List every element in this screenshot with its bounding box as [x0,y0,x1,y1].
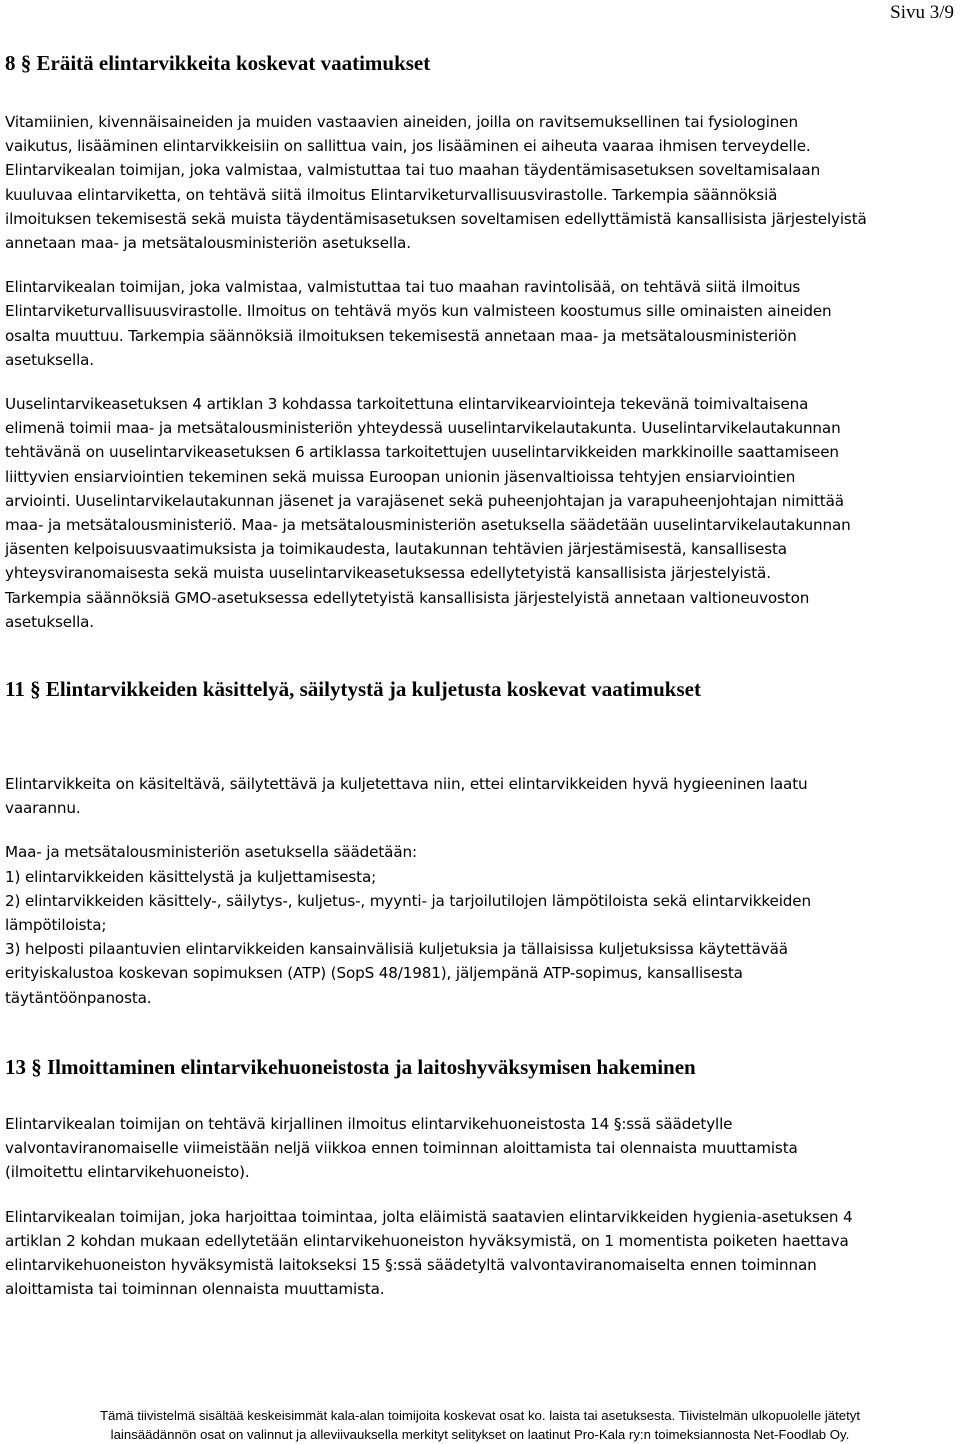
text-line: aloittamista tai toiminnan olennaista muuttamista. [5,1280,385,1299]
text-line: (ilmoitettu elintarvikehuoneisto). [5,1163,250,1182]
text-line: Elintarvikkeita on käsiteltävä, säilytettävä ja kuljetettava niin, ettei elintarvikkeiden hyvä hygieeninen laatu [5,775,808,794]
text-line: Maa- ja metsätalousministeriön asetuksella säädetään: [5,843,417,862]
text-line: asetuksella. [5,612,94,631]
text-line: valvontaviranomaiselle viimeistään neljä viikkoa ennen toiminnan aloittamista tai olennaista muuttamista [5,1139,798,1158]
section-8-heading: 8 § Eräitä elintarvikkeita koskevat vaatimukset [5,51,431,75]
text-line: asetuksella. [5,350,94,369]
section-13-paragraph-2 [5,1205,950,1302]
text-line: annetaan maa- ja metsätalousministeriön asetuksella. [5,234,411,253]
text-line: osalta muuttuu. Tarkempia säännöksiä ilmoituksen tekemisestä annetaan maa- ja metsätalousministeriön [5,326,797,345]
page-footer [0,1406,960,1444]
footer-line: Tämä tiivistelmä sisältää keskeisimmät kala-alan toimijoita koskevat osat ko. laista tai asetuksesta. Tiivistelmän ulkopuolelle jätetyt [99,1408,861,1423]
section-11-paragraph-1 [5,772,950,820]
text-line: Tarkempia säännöksiä GMO-asetuksessa edellytetyistä kansallisista järjestelyistä annetaan valtioneuvoston [5,588,810,607]
list-item: 3) helposti pilaantuvien elintarvikkeiden kansainvälisiä kuljetuksia ja tällaisissa kuljetuksissa käytettävää [5,940,788,959]
section-13-heading: 13 § Ilmoittaminen elintarvikehuoneistosta ja laitoshyväksymisen hakeminen [5,1054,696,1079]
text-line: maa- ja metsätalousministeriö. Maa- ja metsätalousministeriön asetuksella säädetään uuselintarvikelautakunnan [5,516,851,535]
text-line: yhteysviranomaisesta sekä muista uuselintarvikeasetuksessa edellytetyistä kansallisista järjestelyistä. [5,564,771,583]
text-line: vaikutus, lisääminen elintarvikkeisiin on sallittua vain, jos lisääminen ei aiheuta vaaraa ihmisen terveydelle. [5,137,811,156]
document-body [5,50,950,1301]
text-line: arviointi. Uuselintarvikelautakunnan jäsenet ja varajäsenet sekä puheenjohtajan ja varapuheenjohtajan nimittää [5,491,844,510]
text-line: elintarvikehuoneiston hyväksymistä laitokseksi 15 §:ssä säädetyltä valvontaviranomaiselta ennen toiminnan [5,1255,817,1274]
text-line: Elintarvikealan toimijan, joka harjoittaa toimintaa, jolta eläimistä saatavien elintarvikkeiden hygienia-asetuksen 4 [5,1207,853,1226]
section-11-heading: 11 § Elintarvikkeiden käsittelyä, säilytystä ja kuljetusta koskevat vaatimukset [5,677,701,702]
text-line: ilmoituksen tekemisestä sekä muista täydentämisasetuksen soveltamisen edellyttämistä kansallisista järjestelyistä [5,209,867,228]
section-8-paragraph-3 [5,392,950,634]
page-number: Sivu 3/9 [890,2,954,23]
section-8-paragraph-2 [5,275,950,372]
text-line: Elintarvikealan toimijan, joka valmistaa, valmistuttaa tai tuo maahan täydentämisasetuksen soveltamisalaan [5,161,821,180]
text-line: elimenä toimii maa- ja metsätalousministeriön yhteydessä uuselintarvikelautakunta. Uuselintarvikelautakunnan [5,419,841,438]
footer-line: lainsäädännön osat on valinnut ja alleviivauksella merkityt selitykset on laatinut Pro-Kala ry:n toimeksiannosta Net-Foodlab Oy. [110,1427,850,1442]
text-line: Uuselintarvikeasetuksen 4 artiklan 3 kohdassa tarkoitettuna elintarvikearviointeja tekevänä toimivaltaisena [5,395,809,414]
text-line: artiklan 2 kohdan mukaan edellytetään elintarvikehuoneiston hyväksymistä, on 1 momentista poiketen haettava [5,1231,849,1250]
text-line: kuuluvaa elintarviketta, on tehtävä siitä ilmoitus Elintarviketurvallisuusvirastolle. Tarkempia säännöksiä [5,185,778,204]
text-line: Elintarvikealan toimijan, joka valmistaa, valmistuttaa tai tuo maahan ravintolisää, on tehtävä siitä ilmoitus [5,278,801,297]
text-line: liittyvien ensiarviointien tekeminen sekä muissa Euroopan unionin jäsenvaltioissa tehtyjen ensiarviointien [5,467,796,486]
text-line: täytäntöönpanosta. [5,988,152,1007]
list-item: 2) elintarvikkeiden käsittely-, säilytys-, kuljetus-, myynti- ja tarjoilutilojen lämpötiloista sekä elintarvikkeiden [5,891,811,910]
section-13-paragraph-1 [5,1112,950,1185]
list-item: 1) elintarvikkeiden käsittelystä ja kuljettamisesta; [5,867,377,886]
text-line: vaarannu. [5,799,81,818]
section-11-paragraph-2 [5,840,950,1009]
text-line: tehtävänä on uuselintarvikeasetuksen 6 artiklassa tarkoitettujen uuselintarvikkeiden markkinoille saattamiseen [5,443,839,462]
text-line: jäsenten kelpoisuusvaatimuksista ja toimikaudesta, lautakunnan tehtävien järjestämisestä, kansallisesta [5,540,787,559]
text-line: lämpötiloista; [5,916,107,935]
text-line: Vitamiinien, kivennäisaineiden ja muiden vastaavien aineiden, joilla on ravitsemuksellinen tai fysiologinen [5,113,798,131]
text-line: Elintarvikealan toimijan on tehtävä kirjallinen ilmoitus elintarvikehuoneistosta 14 §:ssä säädetylle [5,1114,733,1133]
section-8-paragraph-1 [5,110,950,255]
text-line: erityiskalustoa koskevan sopimuksen (ATP) (SopS 48/1981), jäljempänä ATP-sopimus, kansallisesta [5,964,743,983]
text-line: Elintarviketurvallisuusvirastolle. Ilmoitus on tehtävä myös kun valmisteen koostumus sille ominaisten aineiden [5,302,832,321]
